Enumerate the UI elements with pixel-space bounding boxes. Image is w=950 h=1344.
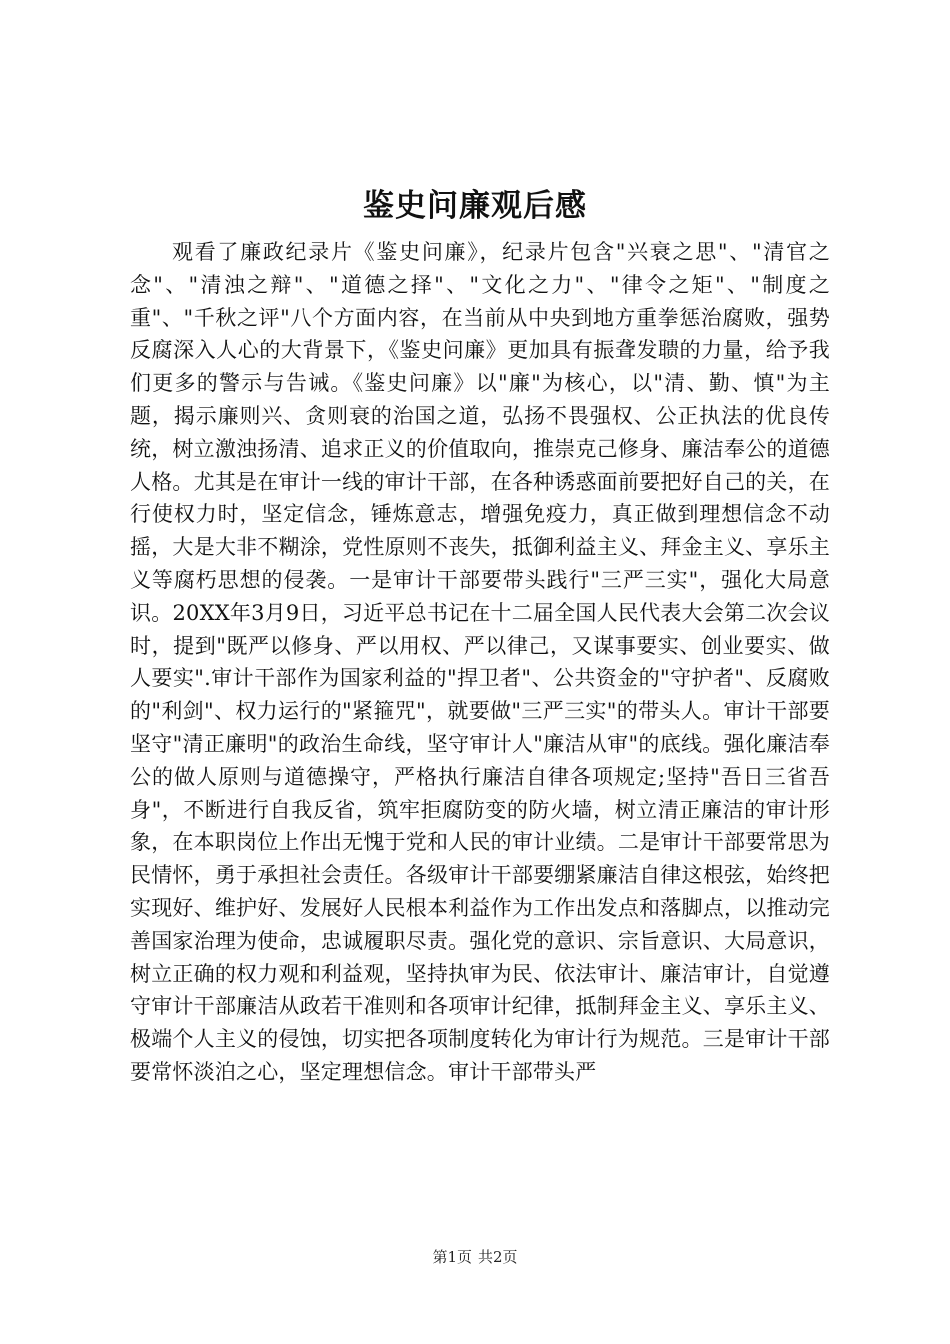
body-paragraph: 观看了廉政纪录片《鉴史问廉》，纪录片包含"兴衰之思"、"清官之念"、"清浊之辩"、"道德之择"、"文化之力"、"律令之矩"、"制度之重"、"千秋之评"八个方面内容，在当前从中央到地方重拳惩治腐败，强势反腐深入人心的大背景下，《鉴史问廉》更加具有振聋发聩的力量，给予我们更多的警示与告诫。《鉴史问廉》以"廉"为核心，以"清、勤、慎"为主题，揭示廉则兴、贪则衰的治国之道，弘扬不畏强权、公正执法的优良传统，树立激浊扬清、追求正义的价值取向，推崇克己修身、廉洁奉公的道德人格。尤其是在审计一线的审计干部，在各种诱惑面前要把好自己的关，在行使权力时，坚定信念，锤炼意志，增强免疫力，真正做到理想信念不动摇，大是大非不糊涂，党性原则不丧失，抵御利益主义、拜金主义、享乐主义等腐朽思想的侵袭。一是审计干部要带头践行"三严三实"，强化大局意识。20XX年3月9日，习近平总书记在十二届全国人民代表大会第二次会议时，提到"既严以修身、严以用权、严以律己，又谋事要实、创业要实、做人要实".审计干部作为国家利益的"捍卫者"、公共资金的"守护者"、反腐败的"利剑"、权力运行的"紧箍咒"，就要做"三严三实"的带头人。审计干部要坚守"清正廉明"的政治生命线，坚守审计人"廉洁从审"的底线。强化廉洁奉公的做人原则与道德操守，严格执行廉洁自律各项规定;坚持"吾日三省吾身"，不断进行自我反省，筑牢拒腐防变的防火墙，树立清正廉洁的审计形象，在本职岗位上作出无愧于党和人民的审计业绩。二是审计干部要常思为民情怀，勇于承担社会责任。各级审计干部要绷紧廉洁自律这根弦，始终把实现好、维护好、发展好人民根本利益作为工作出发点和落脚点，以推动完善国家治理为使命，忠诚履职尽责。强化党的意识、宗旨意识、大局意识，树立正确的权力观和利益观，坚持执审为民、依法审计、廉洁审计，自觉遵守审计干部廉洁从政若干准则和各项审计纪律，抵制拜金主义、享乐主义、极端个人主义的侵蚀，切实把各项制度转化为审计行为规范。三是审计干部要常怀淡泊之心，坚定理想信念。审计干部带头严: [130, 240, 830, 1084]
document-title: 鉴史问廉观后感: [363, 188, 587, 224]
page-total: 共2页: [478, 1248, 518, 1266]
page-number: 第1页: [432, 1248, 472, 1266]
page-footer: [0, 1246, 950, 1268]
